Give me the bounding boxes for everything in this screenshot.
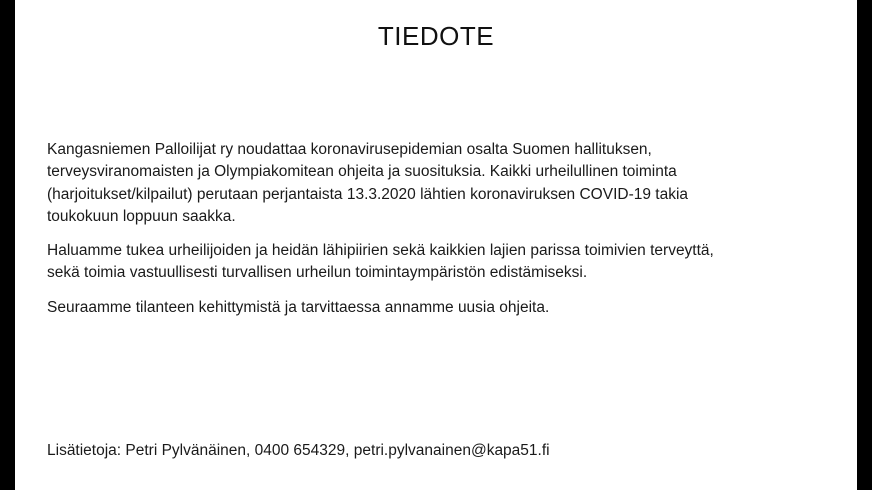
text-line: Kangasniemen Palloilijat ry noudattaa koronavirusepidemian osalta Suomen hallituksen,: [47, 141, 652, 158]
text-line: sekä toimia vastuullisesti turvallisen urheilun toimintaympäristön edistämiseksi.: [47, 264, 588, 282]
text-line: Seuraamme tilanteen kehittymistä ja tarvittaessa annamme uusia ohjeita.: [47, 298, 550, 316]
text-line: Haluamme tukea urheilijoiden ja heidän lähipiirien sekä kaikkien lajien parissa toimivien terveyttä,: [47, 242, 714, 260]
document-page: [15, 0, 857, 490]
document-title: TIEDOTE: [377, 21, 495, 51]
text-line: terveysviranomaisten ja Olympiakomitean ohjeita ja suosituksia. Kaikki urheilullinen toiminta: [47, 163, 677, 181]
document-body: [47, 139, 847, 331]
text-line: (harjoitukset/kilpailut) perutaan perjantaista 13.3.2020 lähtien koronaviruksen COVID-19 takia: [47, 185, 689, 203]
contact-info: Lisätietoja: Petri Pylvänäinen, 0400 654329, petri.pylvanainen@kapa51.fi: [47, 442, 550, 459]
paragraph-followup: [47, 297, 847, 319]
paragraph-announcement: [47, 139, 847, 228]
text-line: toukokuun loppuun saakka.: [47, 207, 236, 225]
paragraph-support: [47, 240, 847, 285]
